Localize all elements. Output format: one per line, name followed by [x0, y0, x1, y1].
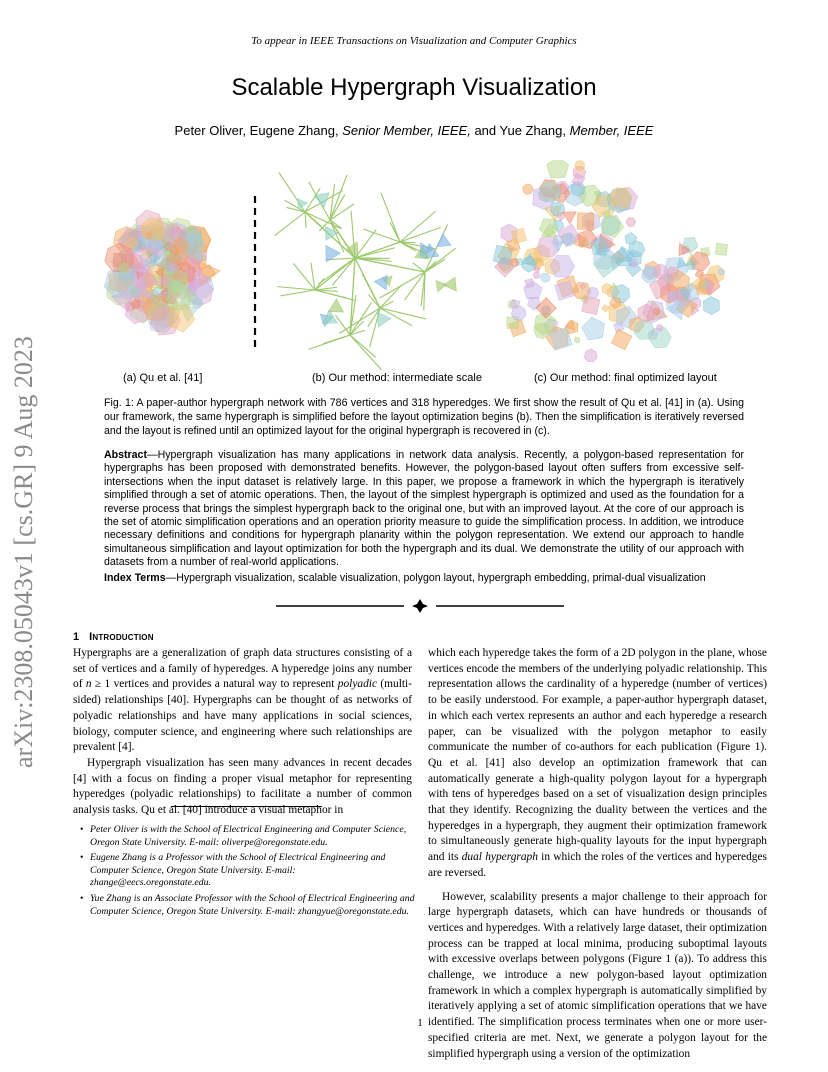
hyperedge-line: [309, 335, 350, 349]
hyperedge-polygon: [119, 263, 130, 274]
section-title: Introduction: [89, 631, 154, 643]
hyperedge-line: [280, 290, 315, 296]
text-run: in which the roles of the vertices and hyperedges are reversed.: [428, 851, 767, 879]
hyperedge-line: [400, 211, 435, 242]
intro-paragraph-2: Hypergraph visualization has seen many advances in recent decades [4] with a focus on finding a proper visual metaphor for representing hyperedges (polyadic relationships) to facilitate a number of common analysis tasks. Qu et al. [40] introduce a visual metaphor in: [73, 756, 412, 817]
hyperedge-line: [315, 258, 355, 290]
hyperedge-polygon: [126, 237, 137, 249]
abstract-label: Abstract: [104, 449, 147, 461]
author-line: [0, 123, 828, 138]
hyperedge-polygon: [437, 234, 451, 247]
panel-c-optimized-layout: [493, 160, 727, 362]
divider-star-icon: [412, 599, 428, 613]
hyperedge-polygon: [575, 161, 585, 171]
hyperedge-polygon: [577, 213, 594, 230]
paper-title: Scalable Hypergraph Visualization: [231, 74, 597, 101]
hyperedge-polygon: [718, 269, 724, 275]
footnotes: [80, 824, 416, 921]
hyperedge-line: [305, 212, 306, 228]
hyperedge-polygon: [511, 306, 526, 321]
hyperedge-polygon: [611, 329, 631, 349]
footnote-text: Eugene Zhang is a Professor with the School of Electrical Engineering and Computer Science, Oregon State University. E-mail: zhange@eecs.oregonstate.edu.: [90, 852, 386, 889]
arxiv-stamp: [2, 298, 42, 768]
hyperedge-line: [275, 212, 305, 236]
hyperedge-polygon: [584, 349, 597, 362]
hyperedge-polygon: [443, 277, 456, 291]
hyperedge-polygon: [611, 283, 617, 288]
figure-1: [100, 160, 740, 370]
footnote-item: • Eugene Zhang is a Professor with the School of Electrical Engineering and Computer Science, Oregon State University. E-mail: zhange@eecs.oregonstate.edu.: [80, 852, 416, 890]
text-run: Hypergraphs are a generalization of graph data structures consisting of a set of vertices and a family of hyperedges. A hyperedge joins any number of: [73, 647, 412, 691]
hyperedge-polygon: [715, 243, 728, 256]
hyperedge-polygon: [563, 212, 577, 224]
hyperedge-line: [277, 287, 315, 290]
intro-paragraph-1: [73, 646, 412, 756]
term-polyadic: polyadic: [337, 678, 378, 691]
hyperedge-polygon: [582, 317, 605, 340]
hyperedge-polygon: [533, 272, 540, 278]
subcaption-b: (b) Our method: intermediate scale: [312, 372, 482, 384]
author-role-1: Senior Member, IEEE,: [342, 123, 471, 138]
index-terms-label: Index Terms: [104, 572, 166, 584]
author-names-2: and Yue Zhang,: [470, 123, 570, 138]
hyperedge-line: [350, 303, 371, 335]
footnote-text: Peter Oliver is with the School of Electrical Engineering and Computer Science, Oregon State University. E-mail: oliverpe@oregonstate.edu.: [90, 824, 407, 848]
author-role-2: Member, IEEE: [569, 123, 654, 138]
hyperedge-polygon: [377, 312, 391, 327]
hyperedge-polygon: [563, 233, 576, 246]
text-run: ≥ 1 vertices and provides a natural way to represent: [91, 678, 338, 691]
hyperedge-polygon: [541, 273, 550, 282]
hyperedge-line: [355, 258, 425, 272]
subcaption-a: (a) Qu et al. [41]: [123, 372, 203, 384]
footnote-item: • Peter Oliver is with the School of Electrical Engineering and Computer Science, Oregon State University. E-mail: oliverpe@oregonstate.edu.: [80, 824, 416, 849]
author-names-1: Peter Oliver, Eugene Zhang,: [174, 123, 343, 138]
body-column-left: [73, 646, 412, 819]
intro-paragraph-4: However, scalability presents a major challenge to their approach for large hypergraph datasets, which can have hundreds or thousands of vertices and hyperedges. With a relatively large dataset, their optimization process can be trapped at local minima, producing suboptimal layouts with excessive overlaps between polygons (Figure 1 (a)). To address this challenge, we introduce a new polygon-based layout optimization framework in which a complex hypergraph is automatically simplified by iteratively applying a set of atomic simplification operations that we have identified. The simplification process terminates when one or more user-specified criteria are met. Next, we generate a polygon layout for the simplified hypergraph using a version of the optimization: [428, 890, 767, 1060]
journal-header: To appear in IEEE Transactions on Visualization and Computer Graphics: [251, 35, 577, 47]
section-divider: [276, 598, 564, 614]
hyperedge-polygon: [626, 218, 636, 227]
hyperedge-line: [381, 193, 400, 242]
panel-b-simplified-layout: [275, 172, 457, 370]
index-terms: [104, 572, 744, 584]
hyperedge-polygon: [582, 297, 600, 315]
section-heading: [73, 631, 154, 643]
hyperedge-line: [350, 335, 382, 370]
hyperedge-polygon: [703, 297, 719, 315]
abstract-text: —Hypergraph visualization has many applications in network data analysis. Recently, a polygon-based representation for hypergraphs has been proposed with demonstrated benefits. However, the polygon-based layout often suffers from excessive self-intersections when the input dataset is relatively large. In this paper, we propose a framework in which the hypergraph is iteratively simplified through a set of atomic operations. Then, the layout of the simplest hypergraph is optimized and used as the foundation for a reverse process that brings the simplest hypergraph back to the original one, but with an improved layout. At the core of our approach is the set of atomic simplification operations and an operation priority measure to guide the simplification process. In addition, we introduce necessary definitions and conditions for hypergraph planarity within the polygon representation. We extend our approach to handle simultaneous simplification and layout optimization for both the hypergraph and its dual. We demonstrate the utility of our approach with datasets from a number of real-world applications.: [104, 449, 744, 569]
arxiv-stamp-text: arXiv:2308.05043v1 [cs.GR] 9 Aug 2023: [9, 336, 38, 768]
hyperedge-line: [335, 315, 350, 335]
math-n: n: [85, 678, 92, 691]
hyperedge-line: [355, 242, 400, 258]
hyperedge-polygon: [547, 160, 569, 178]
page-number: 1: [417, 1017, 423, 1029]
text-run: (multi-sided) relationships [40]. Hypergraphs can be thought of as networks of polyadic relationships and have many applications in social sciences, biology, computer science, and engineering where such relationships are prevalent [4].: [73, 678, 413, 754]
hyperedge-polygon: [587, 287, 598, 299]
figure-caption: Fig. 1: A paper-author hypergraph network with 786 vertices and 318 hyperedges. We first show the result of Qu et al. [41] in (a). Using our framework, the same hypergraph is simplified before the layout optimization begins (b). Then the simplification is iteratively reversed and the layout is refined until an optimized layout for the original hypergraph is recovered in (c).: [104, 397, 744, 437]
term-dual-hypergraph: dual hypergraph: [461, 851, 538, 864]
hyperedge-line: [400, 227, 441, 242]
footnote-rule: [171, 806, 322, 807]
text-run: which each hyperedge takes the form of a 2D polygon in the plane, whose vertices encode the members of the underlying polyadic relationship. This representation allows the cardinality of a hyperedge (number of vertices) to be easily understood. For example, a paper-author hypergraph dataset, in which each vertex represents an author and each hyperedge a research paper, can be visualized with the polygon metaphor to easily communicate the number of co-authors for each publication (Figure 1). Qu et al. [41] also develop an optimization framework that can automatically generate a high-quality polygon layout for a hypergraph with tens of hyperedges based on a set of visualization design principles that they identify. Recognizing the duality between the vertices and the hyperedges in a hypergraph, they augment their optimization framework to simultaneously generate high-quality layouts for the input hypergraph and its: [428, 647, 767, 864]
hyperedge-polygon: [656, 324, 663, 331]
hyperedge-polygon: [574, 337, 580, 343]
hyperedge-line: [380, 301, 393, 308]
abstract: [104, 449, 744, 570]
index-terms-text: —Hypergraph visualization, scalable visualization, polygon layout, hypergraph embedding, primal-dual visualization: [165, 572, 706, 584]
hyperedge-polygon: [329, 299, 344, 312]
body-column-right: [428, 646, 767, 1062]
subcaption-c: (c) Our method: final optimized layout: [534, 372, 717, 384]
intro-paragraph-3: [428, 646, 767, 882]
hyperedge-line: [305, 212, 340, 228]
hyperedge-line: [425, 261, 436, 272]
panel-a-polygon-cluster: [104, 210, 220, 335]
footnote-text: Yue Zhang is an Associate Professor with the School of Electrical Engineering and Computer Science, Oregon State University. E-mail: zhangyue@oregonstate.edu.: [90, 892, 415, 917]
hyperedge-polygon: [523, 184, 533, 194]
section-number: 1: [73, 631, 80, 643]
hyperedge-polygon: [374, 275, 387, 290]
hyperedge-polygon: [602, 305, 609, 312]
footnote-item: • Yue Zhang is an Associate Professor with the School of Electrical Engineering and Computer Science, Oregon State University. E-mail: zhangyue@oregonstate.edu.: [80, 892, 415, 917]
